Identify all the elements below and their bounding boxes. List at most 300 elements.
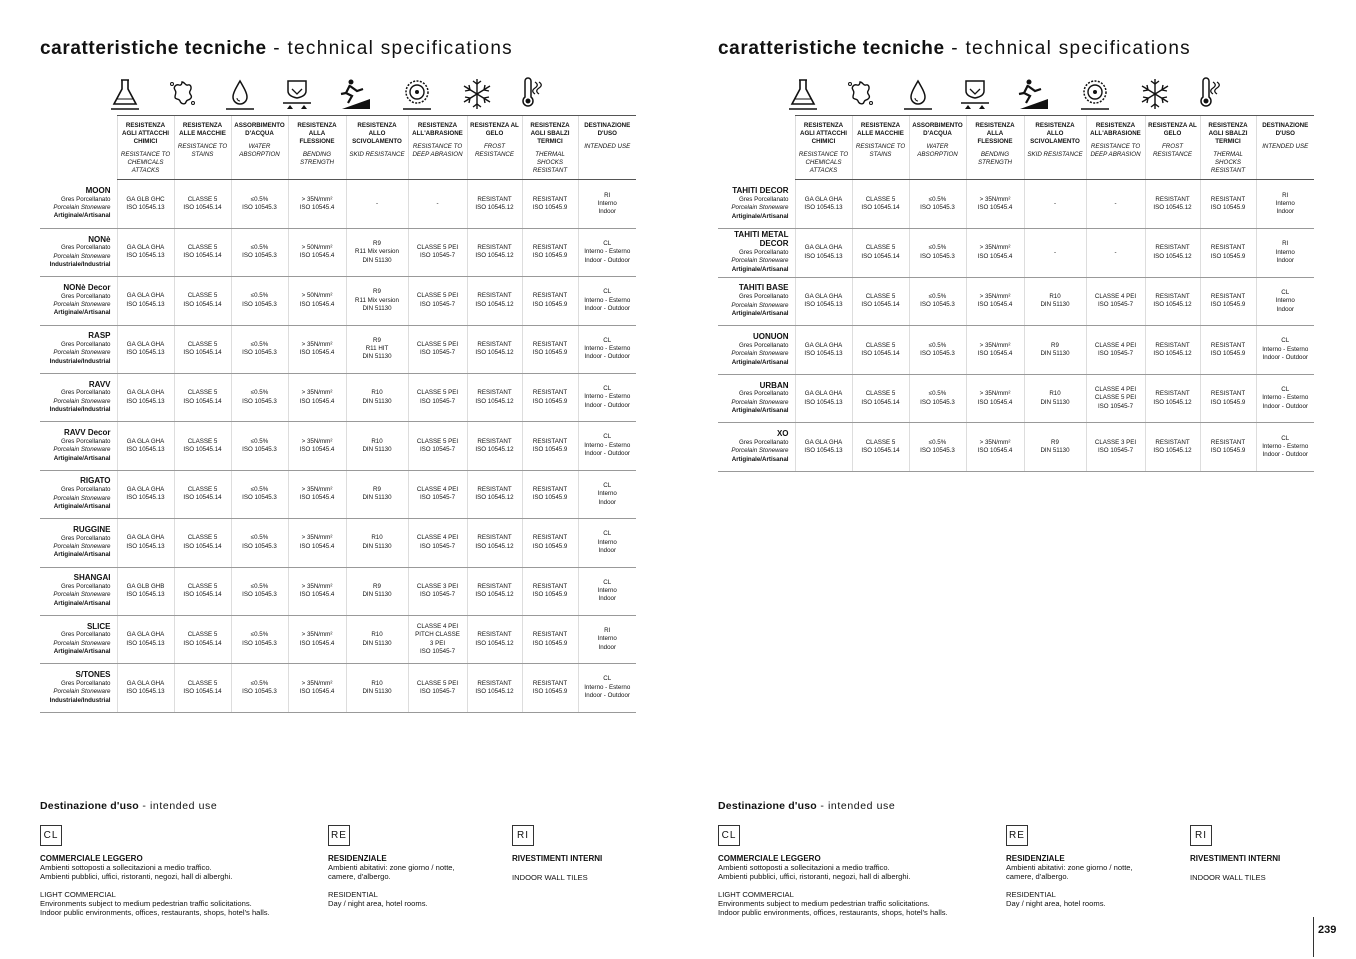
material-it: Gres Porcellanato bbox=[60, 244, 111, 252]
spec-cell: CL Interno - Esterno Indoor - Outdoor bbox=[1256, 326, 1314, 375]
column-header-it: RESISTENZA AGLI SBALZI TERMICI bbox=[1208, 122, 1248, 146]
spec-cell: > 50N/mm² ISO 10545.4 bbox=[288, 277, 346, 325]
spec-cell: GA GLA GHA ISO 10545.13 bbox=[795, 423, 852, 472]
legend-text-it: Ambienti sottoposti a sollecitazioni a medio traffico. Ambienti pubblici, uffici, ristoranti, negozi, hall di alberghi. bbox=[718, 863, 911, 882]
spec-cell: ≤0.5% ISO 10545.3 bbox=[909, 180, 966, 229]
thermal-shock-icon bbox=[508, 74, 554, 112]
product-name: TAHITI DECOR bbox=[732, 185, 789, 195]
material-it: Gres Porcellanato bbox=[60, 583, 111, 591]
legend-text-en: LIGHT COMMERCIAL Environments subject to medium pedestrian traffic solicitations. Indoor public environments, offices, restaurants, shops, hotel's halls. bbox=[40, 889, 270, 917]
legend-heading: COMMERCIALE LEGGERO bbox=[718, 854, 821, 863]
column-header bbox=[174, 116, 231, 180]
column-header-it: ASSORBIMENTO D'ACQUA bbox=[912, 122, 963, 138]
spec-cell: CLASSE 5 PEI ISO 10545-7 bbox=[408, 325, 467, 373]
product-name: NONè bbox=[88, 234, 111, 244]
column-header-en: FROST RESISTANCE bbox=[474, 143, 515, 159]
spec-cell: ≤0.5% ISO 10545.3 bbox=[909, 277, 966, 326]
use-code-badge: CL bbox=[718, 825, 740, 846]
column-header-en: BENDING STRENGTH bbox=[299, 151, 335, 167]
chemical-flask-icon bbox=[780, 74, 826, 112]
spec-cell: > 35N/mm² ISO 10545.4 bbox=[288, 664, 346, 712]
product-name: SLICE bbox=[86, 621, 111, 631]
spec-cell: GA GLA GHA ISO 10545.13 bbox=[795, 180, 852, 229]
product-type: Industriale/Industrial bbox=[49, 696, 111, 704]
spec-cell: RESISTANT ISO 10545.9 bbox=[522, 664, 578, 712]
spec-cell: R10 DIN 51130 bbox=[346, 664, 408, 712]
spec-cell: RESISTANT ISO 10545.9 bbox=[522, 228, 578, 276]
spec-cell: CLASSE 5 ISO 10545.14 bbox=[852, 423, 909, 472]
spec-cell: R9 DIN 51130 bbox=[346, 567, 408, 615]
spec-cell: ≤0.5% ISO 10545.3 bbox=[231, 228, 288, 276]
slip-resistance-icon bbox=[1011, 74, 1057, 112]
table-row bbox=[40, 519, 636, 567]
spec-cell: > 35N/mm² ISO 10545.4 bbox=[288, 567, 346, 615]
product-type: Industriale/Industrial bbox=[49, 357, 111, 365]
legend-text-it: Ambienti abitativi: zone giorno / notte, camere, d'albergo. bbox=[328, 863, 455, 882]
spec-cell: RESISTANT ISO 10545.9 bbox=[522, 373, 578, 421]
spec-cell: > 35N/mm² ISO 10545.4 bbox=[966, 423, 1024, 472]
product-type: Artiginale/Artisanal bbox=[731, 407, 789, 415]
spec-cell: CLASSE 3 PEI ISO 10545-7 bbox=[1086, 423, 1145, 472]
column-header-it: RESISTENZA AGLI ATTACCHI CHIMICI bbox=[800, 122, 847, 146]
spec-cell: CLASSE 4 PEI ISO 10545-7 bbox=[408, 519, 467, 567]
product-cell bbox=[718, 326, 795, 375]
legend-text-en: RESIDENTIAL Day / night area, hotel rooms. bbox=[328, 889, 428, 908]
spec-cell: CLASSE 5 PEI ISO 10545-7 bbox=[408, 277, 467, 325]
legend-item bbox=[1190, 825, 1280, 882]
legend-item bbox=[512, 825, 602, 882]
spec-cell: > 35N/mm² ISO 10545.4 bbox=[966, 180, 1024, 229]
product-cell bbox=[718, 277, 795, 326]
spec-cell: - bbox=[1024, 228, 1086, 277]
spec-cell: RESISTANT ISO 10545.9 bbox=[522, 325, 578, 373]
stain-splash-icon bbox=[837, 74, 883, 112]
column-header-en: RESISTANCE TO CHEMICALS ATTACKS bbox=[798, 151, 849, 175]
spec-cell: > 35N/mm² ISO 10545.4 bbox=[288, 325, 346, 373]
spec-cell: GA GLA GHA ISO 10545.13 bbox=[117, 615, 174, 663]
table-row bbox=[718, 326, 1314, 375]
legend-text-it: Ambienti sottoposti a sollecitazioni a medio traffico. Ambienti pubblici, uffici, ristoranti, negozi, hall di alberghi. bbox=[40, 863, 233, 882]
column-header-en: SKID RESISTANCE bbox=[1027, 151, 1083, 159]
legend-title bbox=[718, 800, 1318, 812]
product-cell bbox=[40, 519, 117, 567]
column-header-it: RESISTENZA AGLI SBALZI TERMICI bbox=[530, 122, 570, 146]
product-name: NONè Decor bbox=[63, 282, 111, 292]
spec-cell: R10 DIN 51130 bbox=[1024, 374, 1086, 423]
header-blank bbox=[718, 116, 795, 180]
product-cell bbox=[40, 277, 117, 325]
table-row bbox=[40, 228, 636, 276]
product-cell bbox=[40, 325, 117, 373]
spec-cell: RESISTANT ISO 10545.12 bbox=[467, 325, 522, 373]
legend-text-en: INDOOR WALL TILES bbox=[512, 873, 588, 882]
spec-cell: CLASSE 4 PEI ISO 10545-7 bbox=[1086, 277, 1145, 326]
use-code-badge: RE bbox=[1006, 825, 1028, 846]
product-cell bbox=[40, 615, 117, 663]
product-name: RASP bbox=[88, 331, 111, 341]
spec-cell: RESISTANT ISO 10545.12 bbox=[467, 180, 522, 228]
material-it: Gres Porcellanato bbox=[60, 486, 111, 494]
spec-cell: R9 R11 Mix version DIN 51130 bbox=[346, 228, 408, 276]
use-code-badge: CL bbox=[40, 825, 62, 846]
column-header bbox=[795, 116, 852, 180]
table-row bbox=[40, 470, 636, 518]
spec-cell: R9 DIN 51130 bbox=[1024, 423, 1086, 472]
product-cell bbox=[40, 422, 117, 470]
spec-cell: CLASSE 4 PEI ISO 10545-7 bbox=[1086, 326, 1145, 375]
spec-cell: R9 R11 HIT DIN 51130 bbox=[346, 325, 408, 373]
right-page bbox=[678, 0, 1356, 959]
column-header-it: RESISTENZA AL GELO bbox=[470, 122, 519, 138]
spec-cell: CLASSE 5 ISO 10545.14 bbox=[174, 180, 231, 228]
legend-item bbox=[718, 825, 948, 917]
spec-cell: ≤0.5% ISO 10545.3 bbox=[231, 180, 288, 228]
column-header bbox=[966, 116, 1024, 180]
spec-cell: ≤0.5% ISO 10545.3 bbox=[231, 422, 288, 470]
spec-cell: RESISTANT ISO 10545.9 bbox=[1200, 374, 1256, 423]
legend-title-rest: - intended use bbox=[138, 800, 218, 812]
spec-cell: GA GLA GHA ISO 10545.13 bbox=[117, 373, 174, 421]
table-row bbox=[40, 180, 636, 228]
column-header bbox=[852, 116, 909, 180]
spec-cell: RESISTANT ISO 10545.12 bbox=[467, 470, 522, 518]
spec-cell: GA GLA GHA ISO 10545.13 bbox=[117, 519, 174, 567]
column-header bbox=[231, 116, 288, 180]
material-it: Gres Porcellanato bbox=[738, 439, 789, 446]
spec-cell: CLASSE 5 ISO 10545.14 bbox=[852, 326, 909, 375]
spec-cell: RESISTANT ISO 10545.12 bbox=[1145, 326, 1200, 375]
legend-heading: RESIDENZIALE bbox=[1006, 854, 1065, 863]
spec-cell: > 35N/mm² ISO 10545.4 bbox=[288, 180, 346, 228]
spec-cell: CLASSE 4 PEI PITCH CLASSE 3 PEI ISO 10545-7 bbox=[408, 615, 467, 663]
spec-cell: RESISTANT ISO 10545.12 bbox=[467, 277, 522, 325]
spec-cell: R9 DIN 51130 bbox=[1024, 326, 1086, 375]
legend-gap bbox=[718, 882, 948, 890]
product-type: Artiginale/Artisanal bbox=[731, 455, 789, 463]
spec-cell: RESISTANT ISO 10545.9 bbox=[522, 519, 578, 567]
product-type: Artiginale/Artisanal bbox=[731, 212, 789, 220]
product-type: Industriale/Industrial bbox=[49, 406, 111, 414]
column-header bbox=[288, 116, 346, 180]
material-en: Porcelain Stoneware bbox=[53, 204, 111, 212]
spec-cell: ≤0.5% ISO 10545.3 bbox=[231, 519, 288, 567]
table-row bbox=[40, 325, 636, 373]
spec-cell: CL Interno - Esterno Indoor - Outdoor bbox=[578, 373, 636, 421]
chemical-flask-icon bbox=[102, 74, 148, 112]
column-header-en: RESISTANCE TO STAINS bbox=[855, 143, 906, 159]
spec-cell: ≤0.5% ISO 10545.3 bbox=[231, 615, 288, 663]
table-row bbox=[40, 373, 636, 421]
spec-cell: R10 DIN 51130 bbox=[346, 373, 408, 421]
use-code-badge: RI bbox=[512, 825, 534, 846]
legend-title-rest: - intended use bbox=[816, 800, 896, 812]
spec-cell: > 50N/mm² ISO 10545.4 bbox=[288, 228, 346, 276]
intended-use-legend bbox=[718, 800, 1318, 917]
spec-cell: CLASSE 5 ISO 10545.14 bbox=[174, 615, 231, 663]
material-it: Gres Porcellanato bbox=[738, 195, 789, 203]
column-header bbox=[909, 116, 966, 180]
legend-heading: COMMERCIALE LEGGERO bbox=[40, 854, 143, 863]
abrasion-wheel-icon bbox=[1072, 74, 1118, 112]
spec-cell: R10 DIN 51130 bbox=[346, 519, 408, 567]
material-en: Porcelain Stoneware bbox=[53, 591, 111, 599]
spec-cell: RESISTANT ISO 10545.12 bbox=[467, 567, 522, 615]
spec-cell: RI Interno Indoor bbox=[1256, 228, 1314, 277]
frost-snowflake-icon bbox=[1132, 74, 1178, 112]
legend-item bbox=[328, 825, 455, 908]
table-row bbox=[40, 277, 636, 325]
material-it: Gres Porcellanato bbox=[60, 389, 111, 397]
spec-cell: > 35N/mm² ISO 10545.4 bbox=[288, 470, 346, 518]
spec-cell: RI Interno Indoor bbox=[578, 180, 636, 228]
material-en: Porcelain Stoneware bbox=[53, 349, 111, 357]
spec-cell: CLASSE 5 ISO 10545.14 bbox=[174, 519, 231, 567]
spec-cell: RESISTANT ISO 10545.9 bbox=[1200, 180, 1256, 229]
column-header-it: RESISTENZA AL GELO bbox=[1148, 122, 1197, 138]
spec-cell: CLASSE 4 PEI ISO 10545-7 bbox=[408, 470, 467, 518]
thermal-shock-icon bbox=[1186, 74, 1232, 112]
spec-cell: GA GLA GHA ISO 10545.13 bbox=[117, 228, 174, 276]
spec-cell: GA GLB GHC ISO 10545.13 bbox=[117, 180, 174, 228]
spec-cell: - bbox=[1024, 180, 1086, 229]
spec-cell: GA GLA GHA ISO 10545.13 bbox=[117, 470, 174, 518]
spec-cell: GA GLA GHA ISO 10545.13 bbox=[795, 228, 852, 277]
spec-cell: CLASSE 5 PEI ISO 10545-7 bbox=[408, 664, 467, 712]
spec-cell: ≤0.5% ISO 10545.3 bbox=[231, 470, 288, 518]
column-header-en: INTENDED USE bbox=[584, 143, 631, 151]
material-en: Porcelain Stoneware bbox=[53, 301, 111, 309]
material-it: Gres Porcellanato bbox=[738, 390, 789, 398]
spec-cell: CLASSE 5 ISO 10545.14 bbox=[174, 664, 231, 712]
table-row bbox=[718, 374, 1314, 423]
product-type: Artiginale/Artisanal bbox=[53, 454, 111, 462]
column-header-en: THERMAL SHOCKS RESISTANT bbox=[1210, 151, 1246, 175]
bending-strength-icon bbox=[274, 74, 320, 112]
spec-cell: CLASSE 5 PEI ISO 10545-7 bbox=[408, 228, 467, 276]
frost-snowflake-icon bbox=[454, 74, 500, 112]
spec-cell: RESISTANT ISO 10545.9 bbox=[1200, 228, 1256, 277]
table-row bbox=[718, 180, 1314, 229]
material-en: Porcelain Stoneware bbox=[731, 350, 789, 358]
material-en: Porcelain Stoneware bbox=[731, 257, 789, 265]
product-name: UONUON bbox=[752, 332, 789, 342]
column-header-en: SKID RESISTANCE bbox=[349, 151, 405, 159]
spec-cell: CLASSE 5 ISO 10545.14 bbox=[174, 422, 231, 470]
spec-cell: CL Interno - Esterno Indoor - Outdoor bbox=[578, 228, 636, 276]
spec-cell: CL Interno - Esterno Indoor - Outdoor bbox=[578, 325, 636, 373]
spec-cell: RESISTANT ISO 10545.9 bbox=[522, 277, 578, 325]
column-header-en: WATER ABSORPTION bbox=[917, 143, 958, 159]
column-header-en: INTENDED USE bbox=[1262, 143, 1309, 151]
spec-cell: ≤0.5% ISO 10545.3 bbox=[231, 567, 288, 615]
material-en: Porcelain Stoneware bbox=[53, 446, 111, 454]
spec-cell: GA GLA GHA ISO 10545.13 bbox=[117, 422, 174, 470]
product-cell bbox=[718, 374, 795, 423]
spec-table bbox=[40, 115, 636, 713]
column-header bbox=[522, 116, 578, 180]
spec-cell: CL Interno - Esterno Indoor - Outdoor bbox=[1256, 423, 1314, 472]
spec-cell: ≤0.5% ISO 10545.3 bbox=[909, 423, 966, 472]
legend-gap bbox=[512, 863, 602, 873]
legend-heading: RIVESTIMENTI INTERNI bbox=[512, 854, 603, 863]
spec-cell: RESISTANT ISO 10545.12 bbox=[467, 615, 522, 663]
column-header-en: RESISTANCE TO DEEP ABRASION bbox=[412, 143, 463, 159]
column-header bbox=[1086, 116, 1145, 180]
spec-cell: R9 DIN 51130 bbox=[346, 470, 408, 518]
material-en: Porcelain Stoneware bbox=[53, 397, 111, 405]
intended-use-legend bbox=[40, 800, 640, 917]
spec-cell: ≤0.5% ISO 10545.3 bbox=[231, 277, 288, 325]
column-header bbox=[117, 116, 174, 180]
page-number-rule bbox=[1313, 917, 1314, 957]
column-header bbox=[408, 116, 467, 180]
spec-cell: RESISTANT ISO 10545.9 bbox=[522, 567, 578, 615]
column-header-it: RESISTENZA ALLO SCIVOLAMENTO bbox=[1030, 122, 1080, 146]
legend-heading: RESIDENZIALE bbox=[328, 854, 387, 863]
spec-cell: R10 DIN 51130 bbox=[346, 615, 408, 663]
spec-cell: RESISTANT ISO 10545.9 bbox=[1200, 277, 1256, 326]
spec-cell: - bbox=[346, 180, 408, 228]
material-en: Porcelain Stoneware bbox=[731, 301, 789, 309]
spec-cell: ≤0.5% ISO 10545.3 bbox=[231, 325, 288, 373]
column-header-en: RESISTANCE TO CHEMICALS ATTACKS bbox=[120, 151, 171, 175]
spec-cell: CLASSE 5 ISO 10545.14 bbox=[174, 567, 231, 615]
column-header-it: DESTINAZIONE D'USO bbox=[584, 122, 631, 138]
spec-cell: ≤0.5% ISO 10545.3 bbox=[909, 326, 966, 375]
column-header-it: RESISTENZA ALLE MACCHIE bbox=[179, 122, 226, 138]
table-row bbox=[718, 423, 1314, 472]
spec-cell: > 35N/mm² ISO 10545.4 bbox=[288, 519, 346, 567]
column-header-it: RESISTENZA ALL'ABRASIONE bbox=[412, 122, 463, 138]
material-it: Gres Porcellanato bbox=[60, 341, 111, 349]
spec-cell: CLASSE 5 ISO 10545.14 bbox=[852, 374, 909, 423]
spec-cell: RESISTANT ISO 10545.12 bbox=[1145, 374, 1200, 423]
column-header-it: ASSORBIMENTO D'ACQUA bbox=[234, 122, 285, 138]
material-en: Porcelain Stoneware bbox=[731, 447, 789, 455]
spec-cell: > 35N/mm² ISO 10545.4 bbox=[966, 326, 1024, 375]
legend-text-it: Ambienti abitativi: zone giorno / notte, camere, d'albergo. bbox=[1006, 863, 1133, 882]
spec-cell: > 35N/mm² ISO 10545.4 bbox=[966, 277, 1024, 326]
column-header bbox=[1024, 116, 1086, 180]
spec-cell: CLASSE 5 PEI ISO 10545-7 bbox=[408, 422, 467, 470]
material-en: Porcelain Stoneware bbox=[53, 688, 111, 696]
spec-cell: RESISTANT ISO 10545.12 bbox=[467, 664, 522, 712]
water-drop-icon bbox=[217, 74, 263, 112]
material-it: Gres Porcellanato bbox=[60, 292, 111, 300]
product-type: Artiginale/Artisanal bbox=[53, 309, 111, 317]
legend-item bbox=[40, 825, 270, 917]
product-cell bbox=[40, 373, 117, 421]
column-header bbox=[1200, 116, 1256, 180]
spec-cell: RESISTANT ISO 10545.12 bbox=[467, 228, 522, 276]
product-type: Artiginale/Artisanal bbox=[53, 599, 111, 607]
spec-cell: R9 R11 Mix version DIN 51130 bbox=[346, 277, 408, 325]
column-header-en: RESISTANCE TO DEEP ABRASION bbox=[1090, 143, 1141, 159]
spec-cell: RESISTANT ISO 10545.9 bbox=[1200, 326, 1256, 375]
material-it: Gres Porcellanato bbox=[60, 195, 111, 203]
spec-cell: ≤0.5% ISO 10545.3 bbox=[909, 228, 966, 277]
table-row bbox=[40, 567, 636, 615]
product-name: RAVV Decor bbox=[63, 428, 111, 438]
spec-cell: CLASSE 5 ISO 10545.14 bbox=[174, 277, 231, 325]
legend-gap bbox=[1006, 882, 1133, 890]
spec-cell: RESISTANT ISO 10545.9 bbox=[522, 180, 578, 228]
spec-cell: - bbox=[1086, 228, 1145, 277]
product-name: URBAN bbox=[759, 380, 789, 390]
column-header-it: RESISTENZA AGLI ATTACCHI CHIMICI bbox=[122, 122, 169, 146]
spec-cell: RESISTANT ISO 10545.9 bbox=[522, 615, 578, 663]
table-header-row bbox=[718, 116, 1314, 180]
bending-strength-icon bbox=[952, 74, 998, 112]
spec-cell: CLASSE 5 ISO 10545.14 bbox=[852, 180, 909, 229]
legend-text-en: RESIDENTIAL Day / night area, hotel rooms. bbox=[1006, 889, 1106, 908]
spec-cell: CLASSE 5 ISO 10545.14 bbox=[852, 228, 909, 277]
product-cell bbox=[40, 180, 117, 228]
spec-cell: CLASSE 5 ISO 10545.14 bbox=[174, 228, 231, 276]
table-row bbox=[718, 228, 1314, 277]
legend-title-bold: Destinazione d'uso bbox=[40, 800, 139, 812]
spec-cell: RI Interno Indoor bbox=[1256, 180, 1314, 229]
stain-splash-icon bbox=[159, 74, 205, 112]
product-cell bbox=[718, 228, 795, 277]
material-it: Gres Porcellanato bbox=[60, 631, 111, 639]
spec-cell: RI Interno Indoor bbox=[578, 615, 636, 663]
spec-cell: CL Interno - Esterno Indoor - Outdoor bbox=[578, 664, 636, 712]
product-cell bbox=[40, 567, 117, 615]
legend-gap bbox=[40, 882, 270, 890]
table-row bbox=[718, 277, 1314, 326]
spec-cell: CL Interno - Esterno Indoor - Outdoor bbox=[1256, 374, 1314, 423]
spec-cell: RESISTANT ISO 10545.9 bbox=[1200, 423, 1256, 472]
table-row bbox=[40, 664, 636, 712]
spec-cell: CLASSE 5 PEI ISO 10545-7 bbox=[408, 373, 467, 421]
column-header-it: RESISTENZA ALL'ABRASIONE bbox=[1090, 122, 1141, 138]
product-name: RAVV bbox=[88, 379, 111, 389]
material-en: Porcelain Stoneware bbox=[731, 204, 789, 212]
spec-cell: RESISTANT ISO 10545.9 bbox=[522, 470, 578, 518]
spec-table bbox=[718, 115, 1314, 472]
spec-cell: R10 DIN 51130 bbox=[346, 422, 408, 470]
spec-cell: CLASSE 3 PEI ISO 10545-7 bbox=[408, 567, 467, 615]
page-title: caratteristiche tecniche - technical specifications bbox=[718, 38, 1191, 59]
material-en: Porcelain Stoneware bbox=[53, 543, 111, 551]
column-header-it: RESISTENZA ALLE MACCHIE bbox=[857, 122, 904, 138]
product-cell bbox=[40, 470, 117, 518]
spec-cell: CL Interno - Esterno Indoor - Outdoor bbox=[578, 277, 636, 325]
legend-title-bold: Destinazione d'uso bbox=[718, 800, 817, 812]
column-header-en: FROST RESISTANCE bbox=[1152, 143, 1193, 159]
spec-cell: GA GLA GHA ISO 10545.13 bbox=[117, 325, 174, 373]
column-header-it: RESISTENZA ALLO SCIVOLAMENTO bbox=[352, 122, 402, 146]
product-cell bbox=[718, 423, 795, 472]
product-type: Artiginale/Artisanal bbox=[53, 212, 111, 220]
product-name: TAHITI METAL DECOR bbox=[734, 230, 789, 249]
legend-text-en: INDOOR WALL TILES bbox=[1190, 873, 1266, 882]
legend-gap bbox=[328, 882, 455, 890]
slip-resistance-icon bbox=[333, 74, 379, 112]
product-name: XO bbox=[776, 429, 789, 439]
spec-cell: CLASSE 4 PEI CLASSE 5 PEI ISO 10545-7 bbox=[1086, 374, 1145, 423]
page-number: 239 bbox=[1318, 924, 1337, 936]
product-name: TAHITI BASE bbox=[738, 283, 789, 293]
spec-cell: GA GLB GHB ISO 10545.13 bbox=[117, 567, 174, 615]
spec-cell: CL Interno Indoor bbox=[578, 519, 636, 567]
material-it: Gres Porcellanato bbox=[60, 679, 111, 687]
column-header-en: RESISTANCE TO STAINS bbox=[177, 143, 228, 159]
column-header bbox=[1256, 116, 1314, 180]
material-en: Porcelain Stoneware bbox=[53, 639, 111, 647]
product-type: Artiginale/Artisanal bbox=[53, 551, 111, 559]
